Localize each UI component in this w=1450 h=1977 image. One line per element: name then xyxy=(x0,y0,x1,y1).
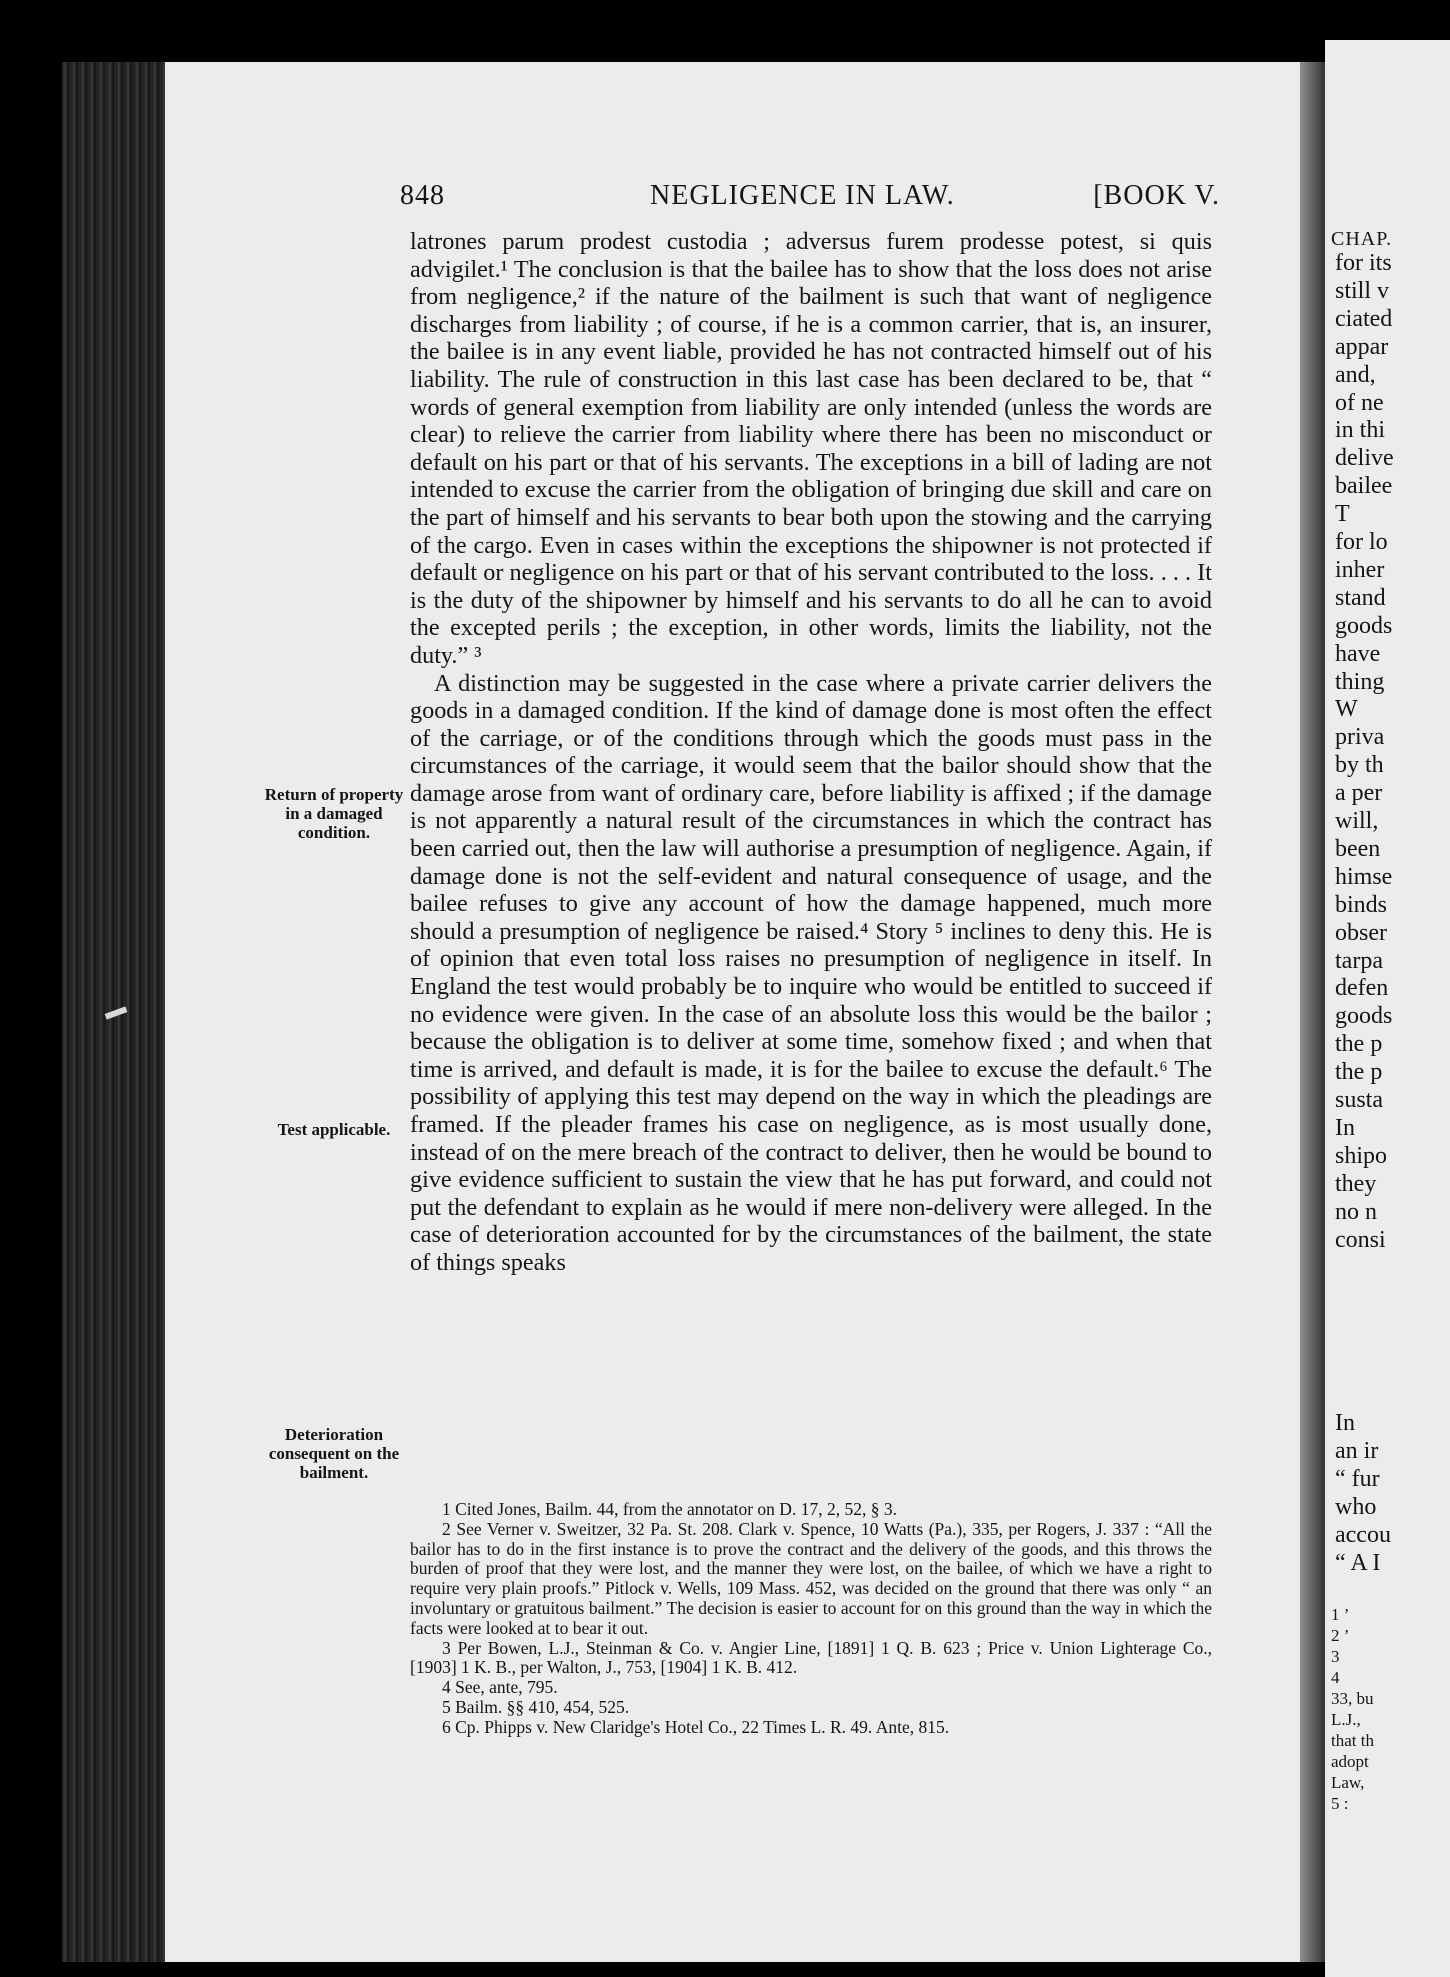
next-page-footnote-line: adopt xyxy=(1331,1752,1369,1771)
footnotes xyxy=(410,1500,1212,1738)
next-page-footnote-line: 2 ’ xyxy=(1331,1626,1350,1645)
next-page-line: In xyxy=(1335,1410,1355,1436)
running-head xyxy=(400,180,1220,220)
paragraph-2: A distinction may be suggested in the case where a private carrier delivers the goods in a damaged condition. If the kind of damage done is most often the effect of the carriage, or of the conditions through which the goods must pass in the circumstances of the carriage, it would seem that the bailor should show that the damage arose from want of ordinary care, before liability is affixed ; if the damage is not apparently a natural result of the circumstances in which the contract has been carried out, then the law will authorise a presumption of negligence. Again, if damage done is not the self-evident and natural consequence of usage, and the bailee refuses to give any account of how the damage happened, much more should a presumption of negligence be raised.⁴ Story ⁵ inclines to deny this. He is of opinion that even total loss raises no presumption of negligence in itself. In England the test would probably be to inquire who would be entitled to succeed if no evidence were given. In the case of an absolute loss this would be the bailor ; because the obligation is to deliver at some time, somehow fixed ; and when that time is arrived, and default is made, it is for the bailee to excuse the default.⁶ The possibility of applying this test may depend on the way in which the pleadings are framed. If the pleader frames his case on negligence, as is most usually done, instead of on the mere breach of the contract to deliver, then he would be bound to give evidence sufficient to sustain the view that he has put forward, and could not put the defendant to explain as he would if mere non-delivery were alleged. In the case of deterioration accounted for by the circumstances of the bailment, the state of things speaks xyxy=(410,669,1212,1276)
next-page-line: an ir xyxy=(1335,1437,1379,1464)
next-page-line: bailee xyxy=(1335,473,1393,500)
next-page-line: binds xyxy=(1335,891,1388,918)
next-page-footnote-line: 4 xyxy=(1331,1668,1340,1687)
next-page-head: CHAP. xyxy=(1331,228,1393,250)
next-page-line: accou xyxy=(1335,1521,1391,1548)
next-page-footnote-line: Law, xyxy=(1331,1773,1365,1792)
footnote-6: 6 Cp. Phipps v. New Claridge's Hotel Co., 22 Times L. R. 49. Ante, 815. xyxy=(442,1716,950,1737)
running-title: NEGLIGENCE IN LAW. xyxy=(650,180,955,211)
next-page-line: for lo xyxy=(1335,529,1388,555)
next-page-line: priva xyxy=(1335,724,1385,751)
sidenote-return-of-property: Return of property in a damaged condition. xyxy=(264,785,404,842)
next-page-line: goods xyxy=(1335,612,1393,639)
next-page-line: no n xyxy=(1335,1198,1377,1225)
next-page-line: been xyxy=(1335,835,1381,862)
next-page-line: the p xyxy=(1335,1031,1383,1058)
next-page-line: defen xyxy=(1335,975,1389,1002)
next-page-line: delive xyxy=(1335,445,1394,472)
next-page-line: thing xyxy=(1335,668,1385,695)
next-page-line: W xyxy=(1335,696,1358,723)
paragraph-1: latrones parum prodest custodia ; adversus furem prodesse potest, si quis advigilet.¹ The conclusion is that the bailee has to show that the loss does not arise from negligence,² if the nature of the bailment is such that want of negligence discharges from liability ; of course, if he is a common carrier, that is, an insurer, the bailee is in any event liable, provided he has not contracted himself out of his liability. The rule of construction in this last case has been declared to be, that “ words of general exemption from liability are only intended (unless the words are clear) to relieve the carrier from liability where there has been no misconduct or default on his part or that of his servants. The exceptions in a bill of lading are not intended to excuse the carrier from the obligation of bringing due skill and care on the part of himself and his servants to bear both upon the stowing and the carrying of the cargo. Even in cases within the exceptions the shipowner is not protected if default or negligence on his part or that of his servant contributed to the loss. . . . It is the duty of the shipowner by himself and his servants to do all he can to avoid the excepted perils ; the exception, in other words, limits the liability, not the duty.” ³ xyxy=(410,228,1212,669)
next-page-line: will, xyxy=(1335,808,1379,834)
footnote-1: 1 Cited Jones, Bailm. 44, from the annotator on D. 17, 2, 52, § 3. xyxy=(442,1499,897,1519)
next-page-line: himse xyxy=(1335,863,1393,890)
next-page-line: a per xyxy=(1335,780,1383,807)
next-page-line: who xyxy=(1335,1493,1377,1520)
next-page-line: shipo xyxy=(1335,1142,1388,1169)
next-page-line: have xyxy=(1335,640,1381,667)
next-page-footnote-line: 1 ’ xyxy=(1331,1605,1350,1624)
footnote-4: 4 See, ante, 795. xyxy=(442,1677,558,1698)
next-page-line: tarpa xyxy=(1335,947,1383,974)
next-page-footnote-line: that th xyxy=(1331,1731,1374,1750)
right-page-fragment xyxy=(1325,40,1450,1977)
next-page-line: they xyxy=(1335,1170,1377,1197)
next-page-line: obser xyxy=(1335,919,1387,946)
next-page-line: ciated xyxy=(1335,305,1393,332)
sidenote-deterioration: Deterioration consequent on the bailment. xyxy=(268,1425,400,1482)
next-page-line: T xyxy=(1335,501,1350,528)
next-page-footnote-line: 5 : xyxy=(1331,1794,1349,1813)
next-page-line: consi xyxy=(1335,1226,1386,1253)
next-page-line: and, xyxy=(1335,361,1376,388)
next-page-footnote-line: 3 xyxy=(1331,1647,1340,1666)
next-page-line: in thi xyxy=(1335,417,1386,444)
footnote-3: 3 Per Bowen, L.J., Steinman & Co. v. Angier Line, [1891] 1 Q. B. 623 ; Price v. Union Lighterage Co., [1903] 1 K. B., per Walton, J., 753, [1904] 1 K. B. 412. xyxy=(410,1637,1212,1678)
next-page-line: still v xyxy=(1335,277,1390,304)
next-page-line: In xyxy=(1335,1114,1355,1141)
next-page-line: the p xyxy=(1335,1059,1383,1086)
next-page-footnote-line: L.J., xyxy=(1331,1710,1361,1729)
next-page-line: “ fur xyxy=(1335,1465,1380,1492)
next-page-line: susta xyxy=(1335,1087,1383,1113)
next-page-footnote-line: 33, bu xyxy=(1331,1689,1374,1708)
page-number: 848 xyxy=(400,180,445,211)
next-page-line: goods xyxy=(1335,1003,1393,1030)
main-text xyxy=(410,228,1212,1277)
next-page-line: stand xyxy=(1335,584,1386,611)
next-page-line: inher xyxy=(1335,556,1385,583)
footnote-2: 2 See Verner v. Sweitzer, 32 Pa. St. 208. Clark v. Spence, 10 Watts (Pa.), 335, per Rogers, J. 337 : “All the bailor has to do in the first instance is to prove the contract and the delivery of the goods, and this throws the burden of proof that they were lost, and the manner they were lost, on the bailee, of which we have a right to require very plain proofs.” Pitlock v. Wells, 109 Mass. 452, was decided on the ground that there was only “ an involuntary or gratuitous bailment.” The decision is easier to account for on this ground than the way in which the facts were looked at to bear it out. xyxy=(410,1518,1212,1638)
next-page-line: of ne xyxy=(1335,389,1384,416)
next-page-line: for its xyxy=(1335,250,1392,276)
next-page-line: by th xyxy=(1335,752,1384,779)
book-label: [BOOK V. xyxy=(1093,180,1220,211)
next-page-line: “ A I xyxy=(1335,1549,1381,1576)
sidenote-test-applicable: Test applicable. xyxy=(277,1120,391,1139)
next-page-line: appar xyxy=(1335,333,1389,360)
footnote-5: 5 Bailm. §§ 410, 454, 525. xyxy=(442,1696,630,1717)
